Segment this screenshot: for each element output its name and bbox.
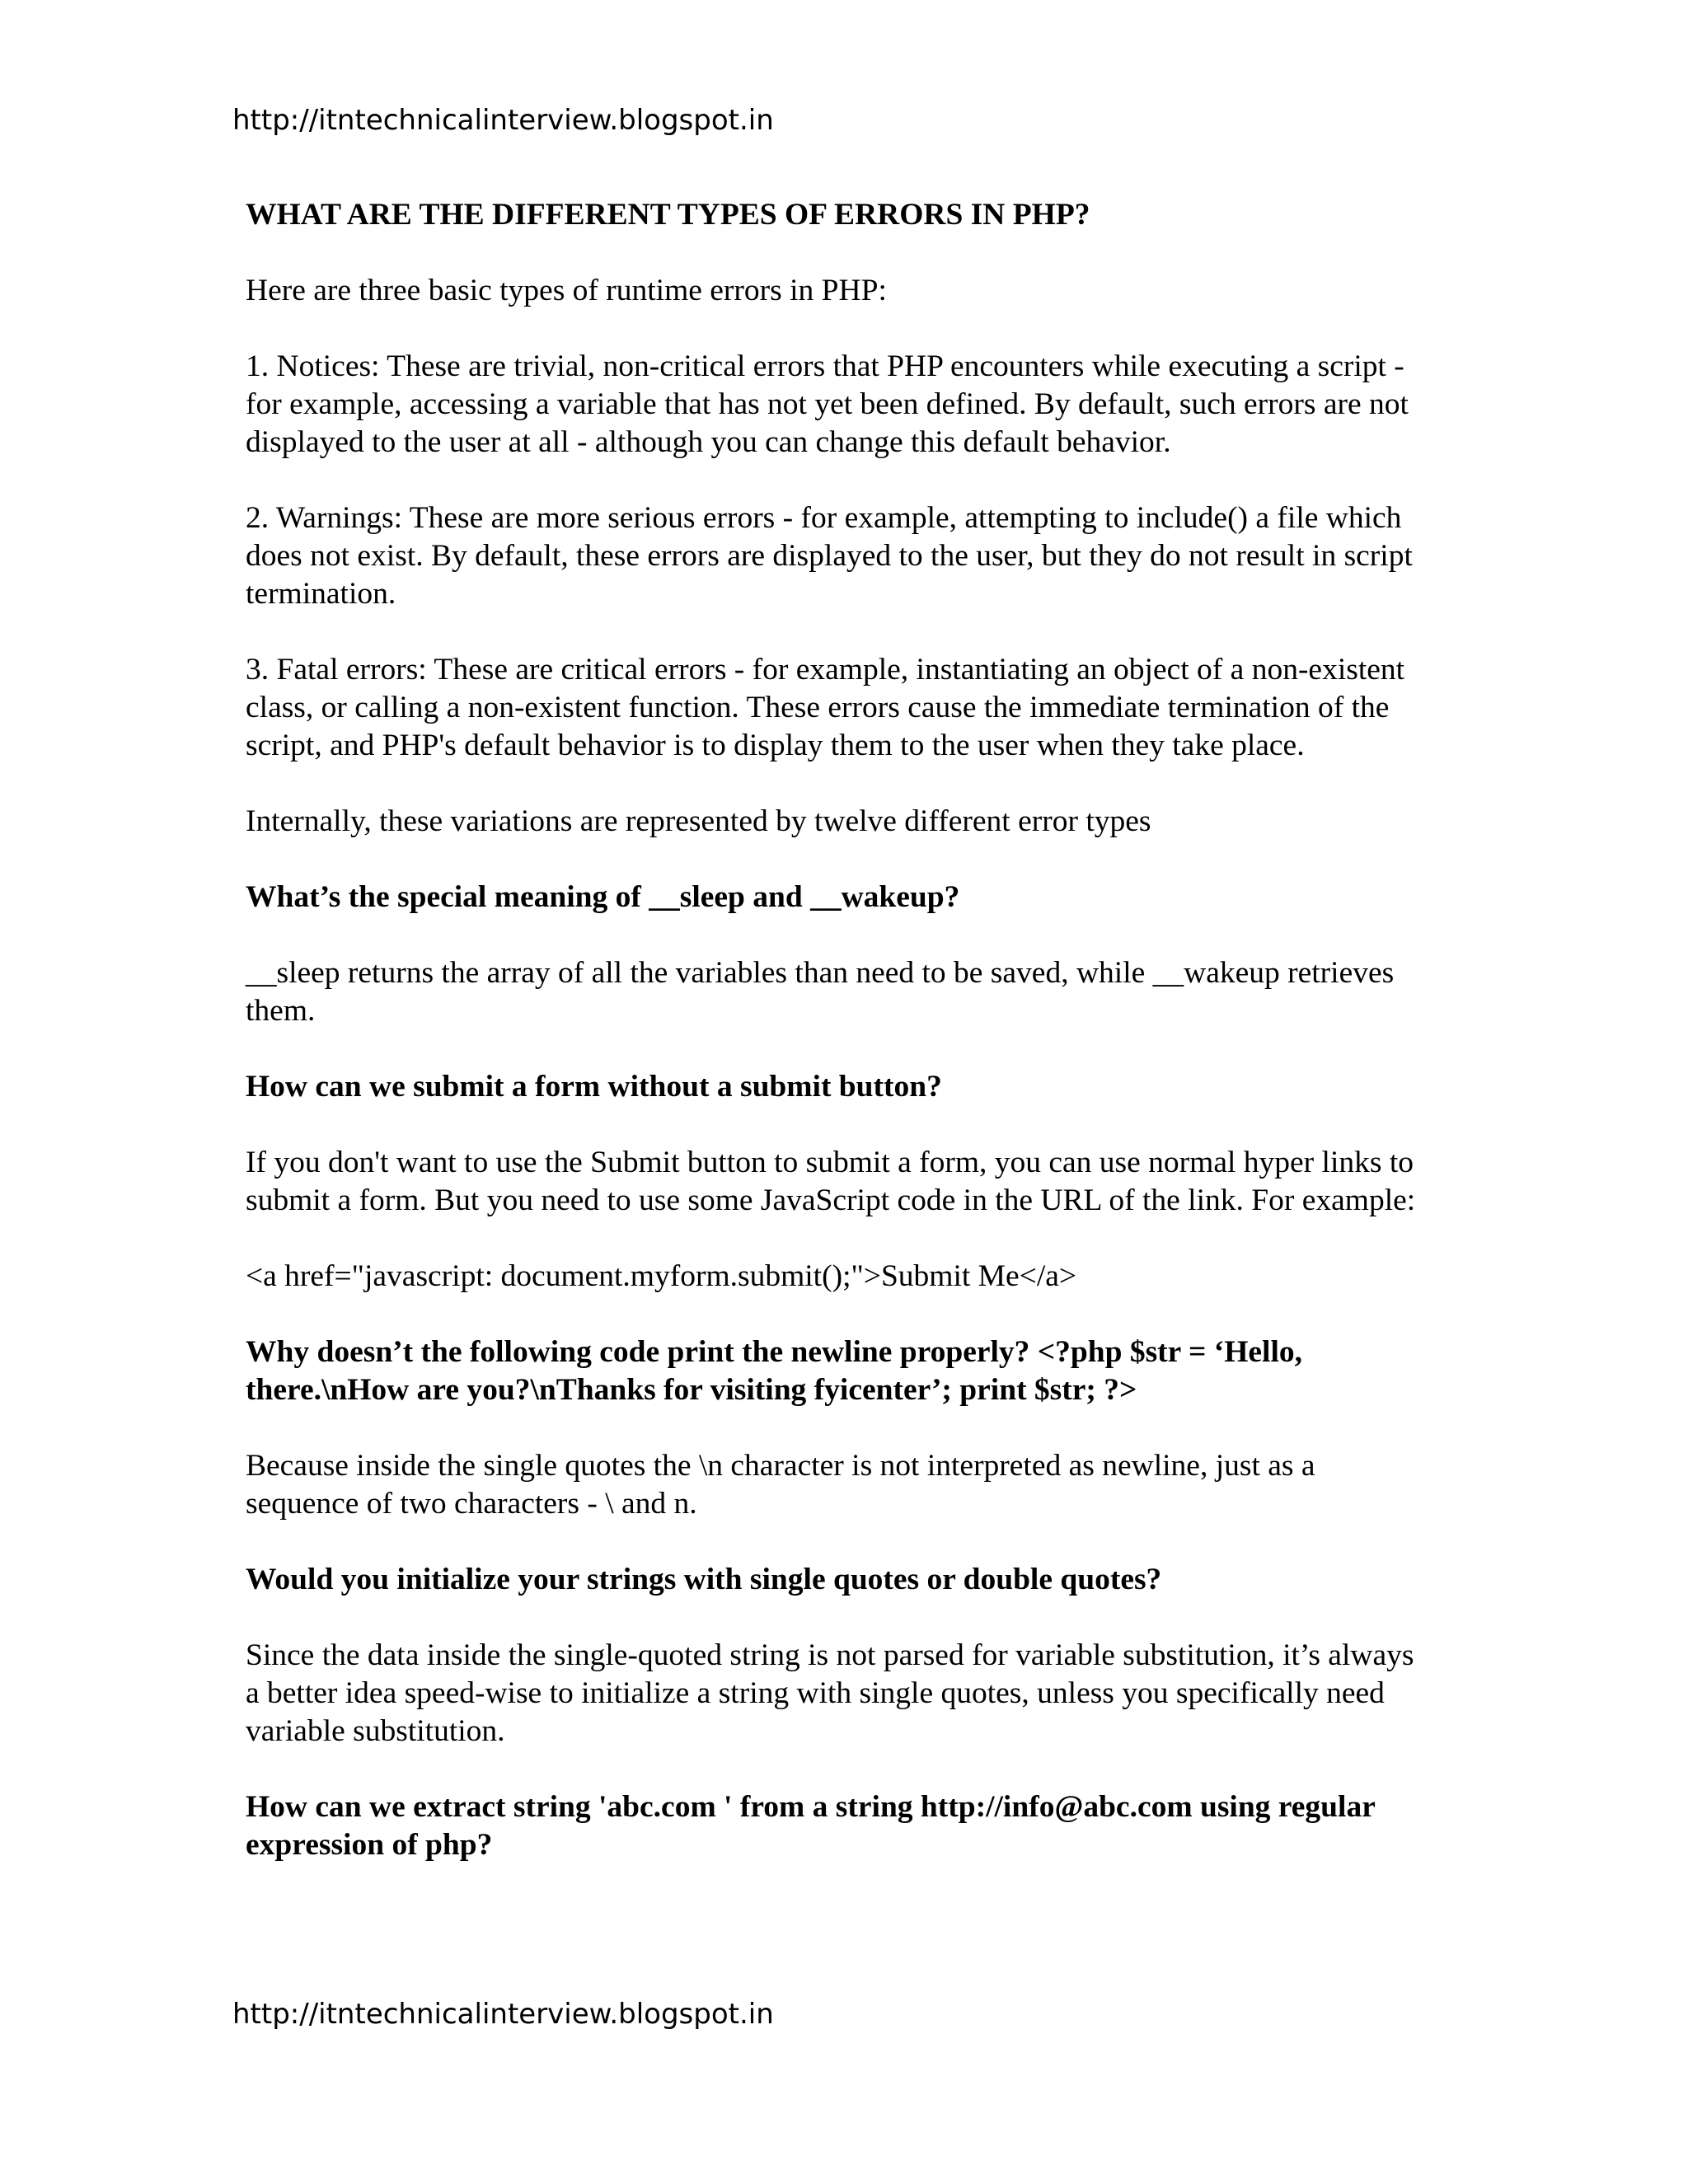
question-heading: How can we submit a form without a submit button? (246, 1070, 942, 1104)
answer-paragraph: If you don't want to use the Submit button to submit a form, you can use normal hyper links to submit a form. But you need to use some JavaScript code in the URL of the link. For example: (246, 1146, 1416, 1217)
answer-paragraph: __sleep returns the array of all the variables than need to be saved, while __wakeup retrieves them. (246, 956, 1395, 1028)
question-heading: Would you initialize your strings with single quotes or double quotes? (246, 1563, 1162, 1596)
answer-paragraph: Because inside the single quotes the \n character is not interpreted as newline, just as a sequence of two characters - \ and n. (246, 1449, 1315, 1521)
code-example: <a href="javascript: document.myform.submit();">Submit Me</a> (246, 1259, 1077, 1293)
header-url: http://itntechnicalinterview.blogspot.in (232, 104, 774, 137)
page-title: WHAT ARE THE DIFFERENT TYPES OF ERRORS IN PHP? (246, 198, 1090, 232)
error-type-warnings: 2. Warnings: These are more serious errors - for example, attempting to include() a file which does not exist. By default, these errors are displayed to the user, but they do not result in script termination. (246, 501, 1413, 611)
error-type-notices: 1. Notices: These are trivial, non-critical errors that PHP encounters while executing a script - for example, accessing a variable that has not yet been defined. By default, such errors are not displayed to the user at all - although you can change this default behavior. (246, 349, 1409, 459)
answer-paragraph: Since the data inside the single-quoted string is not parsed for variable substitution, it’s always a better idea speed-wise to initialize a string with single quotes, unless you specifically need variable substitution. (246, 1638, 1414, 1748)
question-heading: Why doesn’t the following code print the newline properly? <?php $str = ‘Hello, there.\nHow are you?\nThanks for visiting fyicenter’; print $str; ?> (246, 1335, 1303, 1407)
intro-paragraph: Here are three basic types of runtime errors in PHP: (246, 274, 887, 307)
document-body (246, 196, 1432, 1864)
footer-url: http://itntechnicalinterview.blogspot.in (232, 1998, 774, 2031)
question-heading: What’s the special meaning of __sleep and __wakeup? (246, 880, 960, 914)
question-heading: How can we extract string 'abc.com ' from a string http://info@abc.com using regular expression of php? (246, 1790, 1376, 1862)
error-type-fatal: 3. Fatal errors: These are critical errors - for example, instantiating an object of a non-existent class, or calling a non-existent function. These errors cause the immediate termination of the script, and PHP's default behavior is to display them to the user when they take place. (246, 653, 1405, 762)
internal-note: Internally, these variations are represented by twelve different error types (246, 804, 1151, 838)
